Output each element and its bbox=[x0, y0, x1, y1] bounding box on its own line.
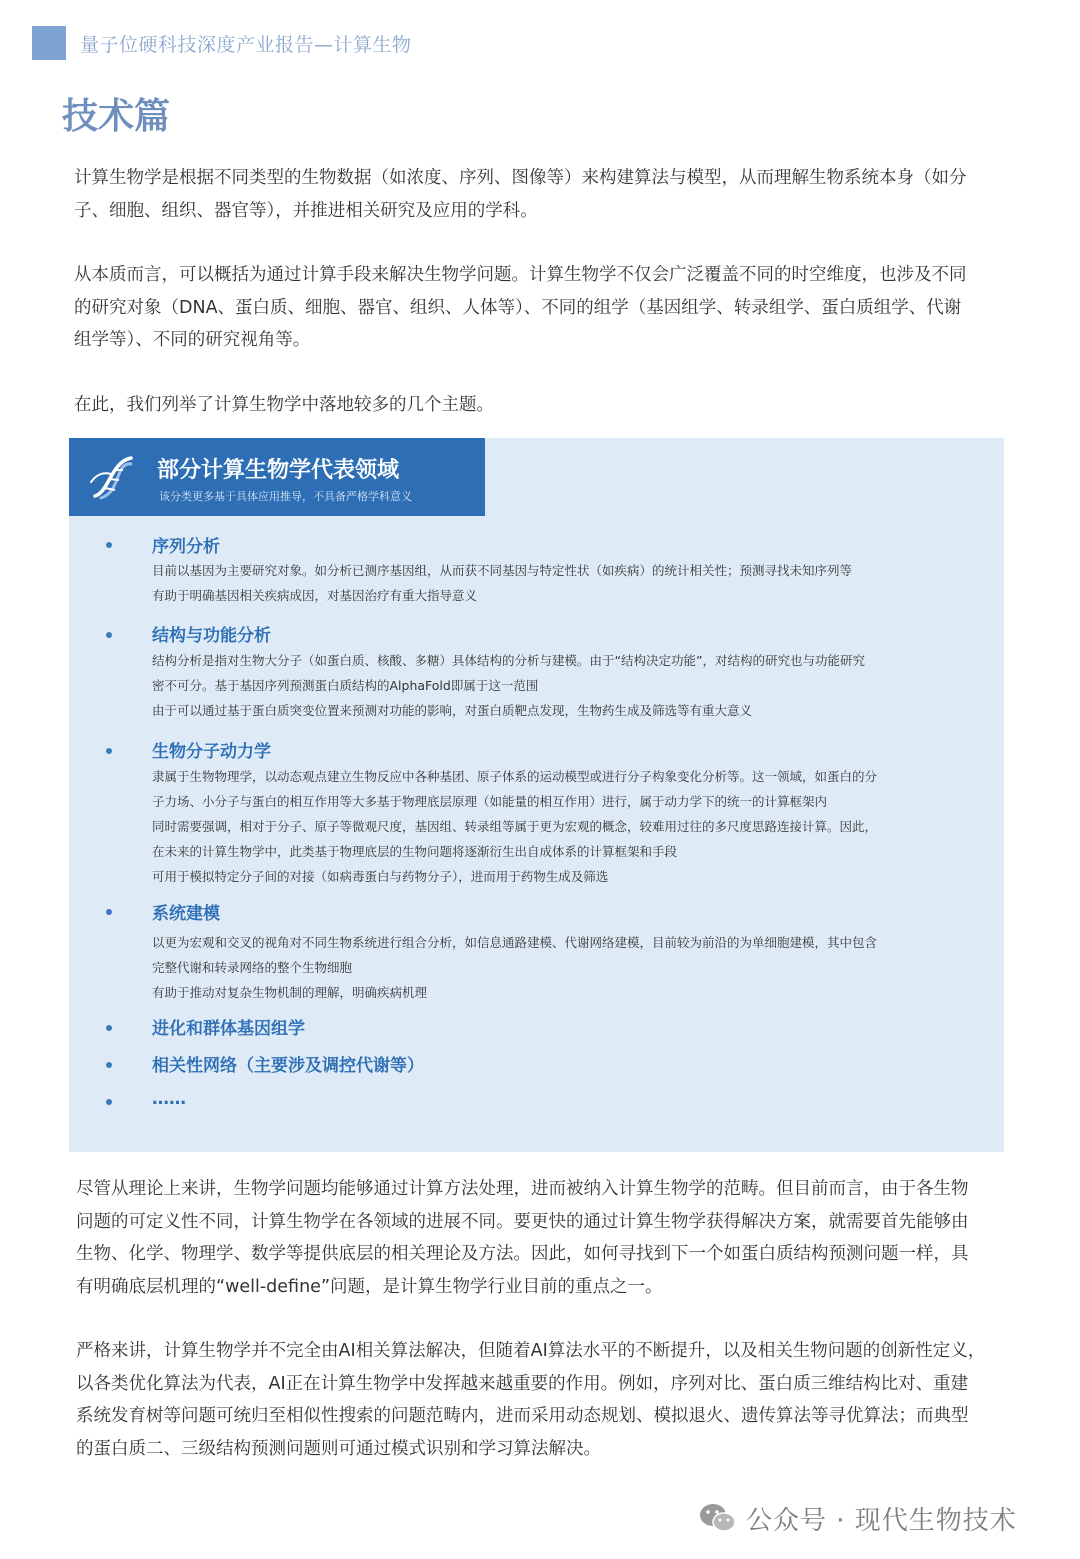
text-line: 计算生物学是根据不同类型的生物数据（如浓度、序列、图像等）来构建算法与模型，从而理解生物系统本身（如分 bbox=[74, 168, 967, 188]
bullet-dot bbox=[106, 909, 112, 915]
wechat-watermark bbox=[698, 1498, 1017, 1538]
text-line: 的研究对象（DNA、蛋白质、细胞、器官、组织、人体等）、不同的组学（基因组学、转录组学、蛋白质组学、代谢 bbox=[74, 297, 962, 318]
text-line: 有明确底层机理的“well-define”问题，是计算生物学行业目前的重点之一。 bbox=[76, 1276, 663, 1297]
field-item-line: 在未来的计算生物学中，此类基于物理底层的生物问题将逐渐衍生出自成体系的计算框架和手段 bbox=[152, 844, 678, 859]
header-decor-square bbox=[32, 26, 66, 60]
field-item-line: 子力场、小分子与蛋白的相互作用等大多基于物理底层原理（如能量的相互作用）进行，属于动力学下的统一的计算框架内 bbox=[152, 794, 828, 809]
bullet-dot bbox=[106, 542, 112, 548]
field-item-line: 结构分析是指对生物大分子（如蛋白质、核酸、多糖）具体结构的分析与建模。由于“结构决定功能”，对结构的研究也与功能研究 bbox=[152, 653, 865, 668]
text-line: 在此，我们列举了计算生物学中落地较多的几个主题。 bbox=[74, 395, 494, 415]
text-line: 尽管从理论上来讲，生物学问题均能够通过计算方法处理，进而被纳入计算生物学的范畴。但目前而言，由于各生物 bbox=[76, 1179, 969, 1199]
field-item-title: 结构与功能分析 bbox=[152, 626, 271, 646]
watermark-text: 公众号 · 现代生物技术 bbox=[746, 1505, 1017, 1536]
bullet-dot bbox=[106, 1099, 112, 1105]
field-item-title: 生物分子动力学 bbox=[152, 742, 271, 762]
field-item-line: 密不可分。基于基因序列预测蛋白质结构的AlphaFold即属于这一范围 bbox=[152, 678, 539, 693]
field-item-line: 由于可以通过基于蛋白质突变位置来预测对功能的影响，对蛋白质靶点发现，生物药生成及筛选等有重大意义 bbox=[152, 703, 753, 718]
fields-panel-header bbox=[69, 438, 485, 516]
dna-helix-icon bbox=[87, 452, 139, 502]
bullet-dot bbox=[106, 748, 112, 754]
field-item-line: 同时需要强调，相对于分子、原子等微观尺度，基因组、转录组等属于更为宏观的概念，较难用过往的多尺度思路连接计算。因此， bbox=[152, 819, 878, 834]
text-line: 从本质而言，可以概括为通过计算手段来解决生物学问题。计算生物学不仅会广泛覆盖不同的时空维度，也涉及不同 bbox=[74, 265, 967, 285]
section-title: 技术篇 bbox=[62, 96, 171, 137]
text-line: 以各类优化算法为代表，AI正在计算生物学中发挥越来越重要的作用。例如，序列对比、蛋白质三维结构比对、重建 bbox=[76, 1373, 969, 1394]
field-item-line: 以更为宏观和交叉的视角对不同生物系统进行组合分析，如信息通路建模、代谢网络建模，目前较为前沿的为单细胞建模，其中包含 bbox=[152, 935, 878, 950]
field-item-title: 进化和群体基因组学 bbox=[152, 1019, 305, 1039]
field-item-title: 序列分析 bbox=[152, 537, 220, 557]
text-line: 生物、化学、物理学、数学等提供底层的相关理论及方法。因此，如何寻找到下一个如蛋白质结构预测问题一样，具 bbox=[76, 1244, 969, 1264]
text-line: 组学等）、不同的研究视角等。 bbox=[74, 330, 311, 350]
text-line: 的蛋白质二、三级结构预测问题则可通过模式识别和学习算法解决。 bbox=[76, 1438, 601, 1459]
field-item-line: 有助于推动对复杂生物机制的理解，明确疾病机理 bbox=[152, 985, 428, 1000]
report-header-title: 量子位硬科技深度产业报告—计算生物 bbox=[80, 34, 412, 56]
bullet-dot bbox=[106, 1025, 112, 1031]
field-item-title: 系统建模 bbox=[152, 904, 220, 924]
intro-paragraph-3 bbox=[74, 389, 1004, 422]
field-item-title: …… bbox=[152, 1089, 186, 1109]
text-line: 系统发育树等问题可统归至相似性搜索的问题范畴内，进而采用动态规划、模拟退火、遗传算法等寻优算法；而典型 bbox=[76, 1406, 969, 1426]
field-item-line: 可用于模拟特定分子间的对接（如病毒蛋白与药物分子），进而用于药物生成及筛选 bbox=[152, 869, 609, 884]
field-item-line: 目前以基因为主要研究对象。如分析已测序基因组，从而获不同基因与特定性状（如疾病）的统计相关性；预测寻找未知序列等 bbox=[152, 563, 853, 578]
text-line: 子、细胞、组织、器官等），并推进相关研究及应用的学科。 bbox=[74, 200, 538, 221]
fields-panel-subtitle: 该分类更多基于具体应用推导，不具备严格学科意义 bbox=[159, 490, 412, 503]
fields-panel-title: 部分计算生物学代表领域 bbox=[157, 458, 400, 483]
wechat-icon bbox=[698, 1501, 738, 1535]
bullet-dot bbox=[106, 632, 112, 638]
field-item-line: 隶属于生物物理学，以动态观点建立生物反应中各种基团、原子体系的运动模型或进行分子构象变化分析等。这一领域，如蛋白的分 bbox=[152, 769, 878, 784]
intro-paragraph-2 bbox=[74, 259, 1004, 357]
body-paragraph-2 bbox=[76, 1335, 1006, 1465]
text-line: 问题的可定义性不同，计算生物学在各领域的进展不同。要更快的通过计算生物学获得解决方案，就需要首先能够由 bbox=[76, 1211, 969, 1232]
field-item-line: 完整代谢和转录网络的整个生物细胞 bbox=[152, 960, 353, 975]
text-line: 严格来讲，计算生物学并不完全由AI相关算法解决，但随着AI算法水平的不断提升，以及相关生物问题的创新性定义， bbox=[76, 1341, 986, 1361]
bullet-dot bbox=[106, 1062, 112, 1068]
body-paragraph-1 bbox=[76, 1173, 1006, 1303]
field-item-line: 有助于明确基因相关疾病成因，对基因治疗有重大指导意义 bbox=[152, 588, 478, 603]
field-item-title: 相关性网络（主要涉及调控代谢等） bbox=[152, 1056, 424, 1076]
intro-paragraph-1 bbox=[74, 162, 1004, 227]
